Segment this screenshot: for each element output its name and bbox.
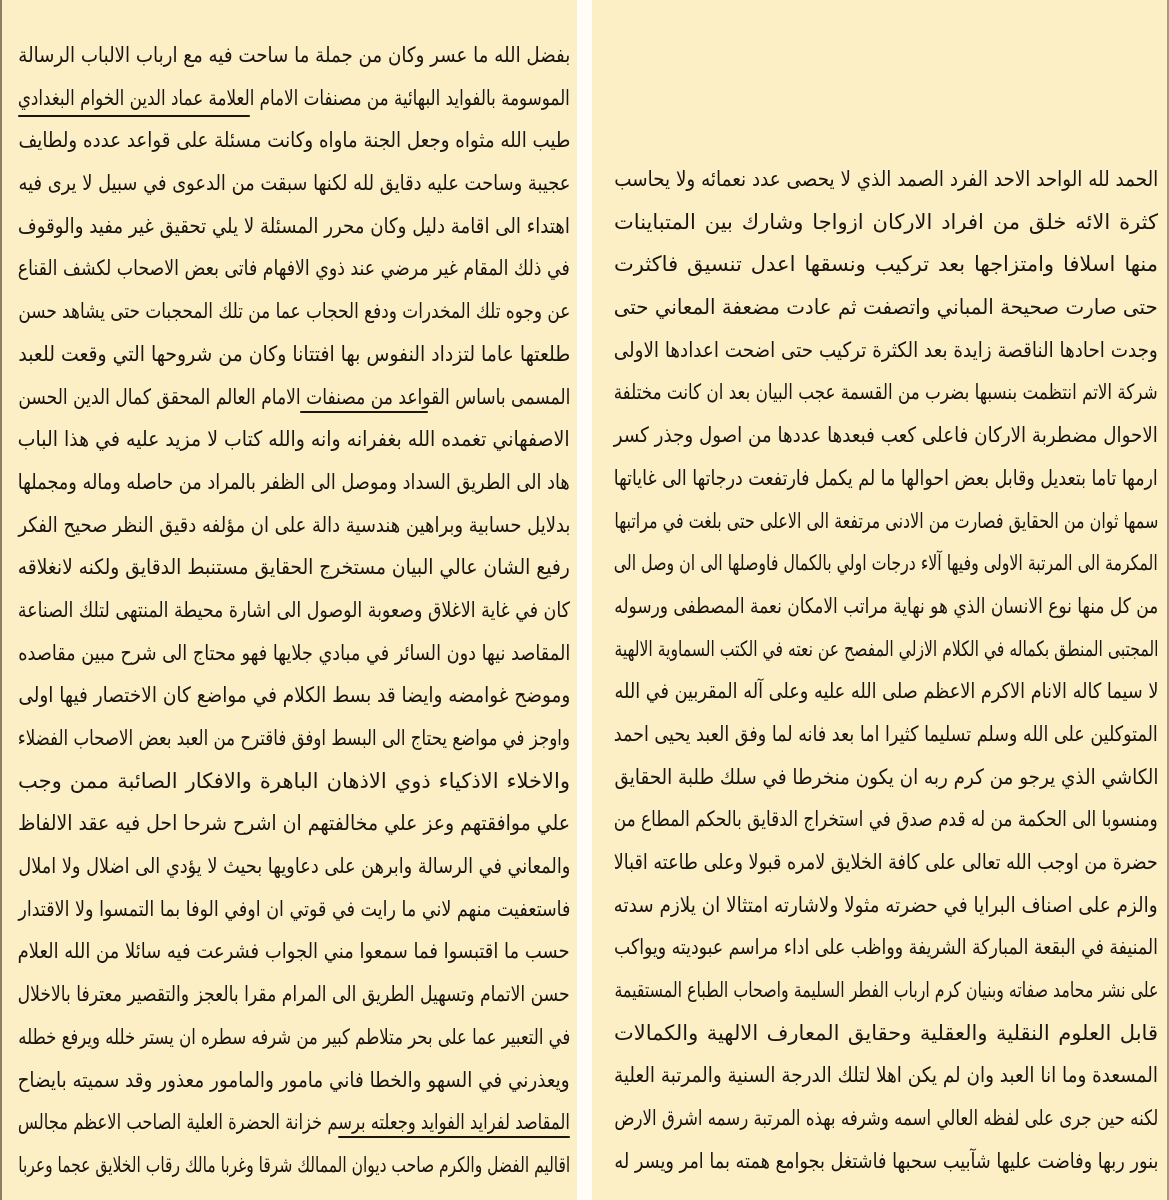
manuscript-line	[18, 1059, 570, 1102]
line-text: فاستعفيت منهم لاني ما رايت في قوتي ان اوفي الوفا بما التمسوا ولا الاقتدار	[17, 896, 570, 921]
line-text: هاد الى الطريق السداد وموصل الى الظفر بالمراد من حاصله وماله ومجملها	[17, 469, 570, 494]
manuscript-line	[18, 802, 570, 845]
manuscript-line	[18, 1101, 570, 1144]
line-text: واوجز في مواضع يحتاج الى البسط اوفق فاقترح من العبد بعض الاصحاب الفضلاء	[17, 726, 570, 750]
manuscript-line	[18, 77, 570, 120]
manuscript-line	[614, 201, 1158, 244]
line-text: عن وجوه تلك المخدرات ودفع الحجاب عما من تلك المحجبات حتى يشاهد حسن	[17, 299, 570, 324]
manuscript-line	[614, 414, 1158, 457]
line-text: الاحوال مضطربة الاركان فاعلى كعب فبعدها عددها من اصول وجذر كسر	[613, 423, 1158, 448]
manuscript-line	[614, 798, 1158, 841]
manuscript-line	[18, 546, 570, 589]
line-text: المسعدة وما انا العبد وان لم يكن اهلا لتلك الدرجة السنية والمرتبة العلية	[614, 1063, 1158, 1088]
line-text: بنور ربها وفاضت عليها شآبيب سحبها فاشتغل بجوامع همته بما امر ويسر له	[614, 1148, 1158, 1173]
line-text: شركة الاتم انتظمت بنسبها بضرب من القسمة عجب البيان بعد ان كانت مختلفة	[614, 380, 1158, 405]
manuscript-line	[614, 371, 1158, 414]
manuscript-line	[614, 926, 1158, 969]
line-text: لكنه حين جرى على لفظه العالي اسمه وشرفه بهذه المرتبة رسمه اشرق الارض	[614, 1106, 1158, 1131]
line-text: اهتداء الى اقامة دليل وكان محرر المسئلة لا يلي تحقيق غير مفيد والوقوف	[17, 213, 570, 238]
left-manuscript-page	[0, 0, 577, 1200]
line-text: كان في غاية الاغلاق وصعوبة الوصول الى اشارة محيطة المنتهى لتلك الصناعة	[18, 597, 570, 622]
manuscript-line	[18, 674, 570, 717]
line-text: المكرمة الى المرتبة الاولى وفيها آلاء درجات اولي بالكمال فاوصلها الى ان وصل الى	[614, 551, 1158, 576]
manuscript-line	[614, 1054, 1158, 1097]
right-page-text-block	[614, 158, 1158, 1183]
manuscript-line	[18, 333, 570, 376]
manuscript-line	[18, 888, 570, 931]
line-text: المسمى باساس القواعد من مصنفات الامام العالم المحقق كمال الدين الحسن	[18, 384, 570, 409]
manuscript-line	[614, 585, 1158, 628]
line-text: والمعاني في الرسالة وابرهن على دعاويها بحيث لا يؤدي الى اضلال ولا املال	[18, 854, 570, 879]
manuscript-line	[614, 628, 1158, 671]
line-text: رفيع الشان عالي البيان مستخرج الحقايق مستنبط الدقايق ولكنه لانغلاقه	[17, 555, 570, 580]
line-text: بفضل الله ما عسر وكان من جملة ما ساحت فيه مع ارباب الالباب الرسالة	[17, 43, 570, 67]
manuscript-line	[614, 329, 1158, 372]
manuscript-line	[18, 589, 570, 632]
right-manuscript-page	[592, 0, 1169, 1200]
line-text: ويعذرني في السهو والخطا فاني مامور والمامور معذور وقد سميته بايضاح	[17, 1067, 570, 1092]
line-text: طلعتها عاما لتزداد النفوس بها افتتانا وكان من شروحها التي وقعت للعبد	[18, 341, 570, 366]
manuscript-line	[614, 713, 1158, 756]
line-text: سمها ثوان من الحقايق فصارت من الادنى مرتفعة الى الاعلى حتى بلغت في مراتبها	[614, 508, 1158, 533]
line-text: والزم على اصناف البرايا في حضرته مثولا ولاشارته امتثالا ان يلازم سدته	[614, 892, 1158, 917]
manuscript-line	[18, 504, 570, 547]
line-text: اقاليم الفضل والكرم صاحب ديوان الممالك شرقا وغربا مالك رقاب الخلايق عجما وعربا	[18, 1152, 570, 1177]
line-text: وجدت احادها الناقصة زايدة بعد الكثرة تركيب حتى اضحت اعدادها الاولى	[614, 337, 1158, 362]
line-text: حضرة من اوجب الله تعالى على كافة الخلايق لامره قبولا وعلى طاعته اقبالا	[614, 850, 1158, 874]
line-text: ومنسوبا الى الحكمة من له قدم صدق في استخراج الدقايق بالحكم المطاع من	[613, 807, 1158, 832]
line-text: على نشر محامد صفاته وبنيان كرم ارباب الفطر السليمة واصحاب الطباع المستقيمة	[613, 978, 1158, 1003]
manuscript-line	[18, 418, 570, 461]
manuscript-line	[18, 1144, 570, 1187]
line-text: والاخلاء الاذكياء ذوي الاذهان الباهرة والافكار الصائبة ممن وجب	[17, 768, 570, 793]
line-text: الحمد لله الواحد الاحد الفرد الصمد الذي لا يحصى عدد نعمائه ولا يحاسب	[614, 167, 1158, 191]
line-text: المنيفة في البقعة المباركة الشريفة وواظب على اداء مراسم عبوديته ويواكب	[613, 935, 1158, 960]
manuscript-line	[18, 205, 570, 248]
line-text: لا سيما كاله الانام الاكرم الاعظم صلى الله عليه وعلى آله المقربين في الله	[614, 679, 1158, 704]
line-text: بدلايل حسابية وبراهين هندسية دالة على ان مؤلفه دقيق النظر صحيح الفكر	[17, 512, 570, 537]
manuscript-line	[18, 34, 570, 77]
manuscript-line	[614, 542, 1158, 585]
line-text: في التعبير عما على بحر متلاطم كبير من شرفه سطره ان يستر خلله ويرفع خطله	[17, 1024, 570, 1049]
line-text: حتى صارت صحيحة المباني واتصفت ثم عادت مضعفة المعاني حتى	[613, 295, 1158, 320]
line-text: عجيبة وساحت عليه دقايق لله لكنها سبقت من الدعوى في سبيل لا يرى فيه	[18, 171, 570, 196]
page-gutter	[577, 0, 592, 1200]
line-text: المجتبى المنطق بكماله في الكلام الازلي المفصح عن نعته في الكتب السماوية الالهية	[613, 636, 1158, 661]
manuscript-line	[614, 500, 1158, 543]
manuscript-line	[18, 845, 570, 888]
line-text: الاصفهاني تغمده الله بغفرانه وانه والله كتاب لا مزيد عليه في هذا الباب	[18, 427, 570, 452]
line-text: المقاصد لفرايد الفوايد وجعلته برسم خزانة الحضرة العلية الصاحب الاعظم مجالس	[17, 1110, 570, 1135]
line-text: المقاصد نيها دون السائر في مبادي جلايها فهو محتاج الى شرح مبين مقاصده	[18, 640, 570, 665]
manuscript-line	[18, 973, 570, 1016]
line-text: الموسومة بالفوايد البهائية من مصنفات الامام العلامة عماد الدين الخوام البغدادي	[17, 85, 570, 110]
line-text: وموضح غوامضه وايضا قد بسط الكلام في مواضع كان الاختصار فيها اولى	[18, 683, 570, 708]
line-text: من كل منها نوع الانسان الذي هو نهاية مراتب الامكان نعمة المصطفى ورسوله	[613, 593, 1158, 618]
manuscript-line	[18, 632, 570, 675]
manuscript-line	[614, 286, 1158, 329]
line-text: المتوكلين على الله وسلم تسليما كثيرا اما بعد فانه لما وفق العبد يحيى احمد	[613, 721, 1158, 746]
line-text: حسن الاتمام وتسهيل الطريق الى المرام مقرا بالعجز والتقصير معترفا بالاخلال	[18, 982, 570, 1007]
line-text: الكاشي الذي يرجو من كرم ربه ان يكون منخرطا في سلك طلبة الحقايق	[614, 764, 1158, 789]
manuscript-line	[614, 457, 1158, 500]
manuscript-line	[614, 670, 1158, 713]
manuscript-line	[614, 884, 1158, 927]
line-text: قابل العلوم النقلية والعقلية وحقايق المعارف الالهية والكمالات	[613, 1020, 1158, 1045]
manuscript-line	[614, 158, 1158, 201]
manuscript-line	[18, 760, 570, 803]
manuscript-line	[18, 717, 570, 760]
manuscript-line	[614, 969, 1158, 1012]
line-text: حسب ما اقتبسوا فما سمعوا مني الجواب فشرعت فيه سائلا من الله العلام	[18, 939, 570, 964]
manuscript-line	[18, 1016, 570, 1059]
manuscript-line	[18, 290, 570, 333]
manuscript-line	[18, 376, 570, 419]
manuscript-line	[614, 756, 1158, 799]
left-page-text-block	[18, 34, 570, 1187]
manuscript-line	[614, 1012, 1158, 1055]
manuscript-line	[614, 1140, 1158, 1183]
line-text: طيب الله مثواه وجعل الجنة ماواه وكانت مسئلة على قواعد عدده ولطايف	[18, 128, 570, 153]
manuscript-line	[614, 1097, 1158, 1140]
line-text: ارمها تاما بتعديل وقابل بعض احوالها ما لم يكمل فارتفعت درجاتها الى غاياتها	[614, 465, 1158, 490]
line-text: في ذلك المقام غير مرضي عند ذوي الافهام فاتى بعض الاصحاب لكشف القناع	[18, 256, 570, 281]
manuscript-line	[18, 930, 570, 973]
manuscript-line	[18, 247, 570, 290]
manuscript-line	[614, 841, 1158, 884]
manuscript-line	[18, 461, 570, 504]
line-text: علي موافقتهم وعز علي مخالفتهم ان اشرح شرحا احل فيه عقد الالفاظ	[17, 811, 570, 836]
manuscript-line	[18, 119, 570, 162]
line-text: منها اسلافا وامتزاجها بعد تركيب ونسقها اعدل تنسيق فاكثرت	[613, 252, 1158, 277]
manuscript-line	[614, 243, 1158, 286]
line-text: كثرة الائه خلق من افراد الاركان ازواجا وشارك بين المتباينات	[614, 209, 1158, 234]
manuscript-line	[18, 162, 570, 205]
